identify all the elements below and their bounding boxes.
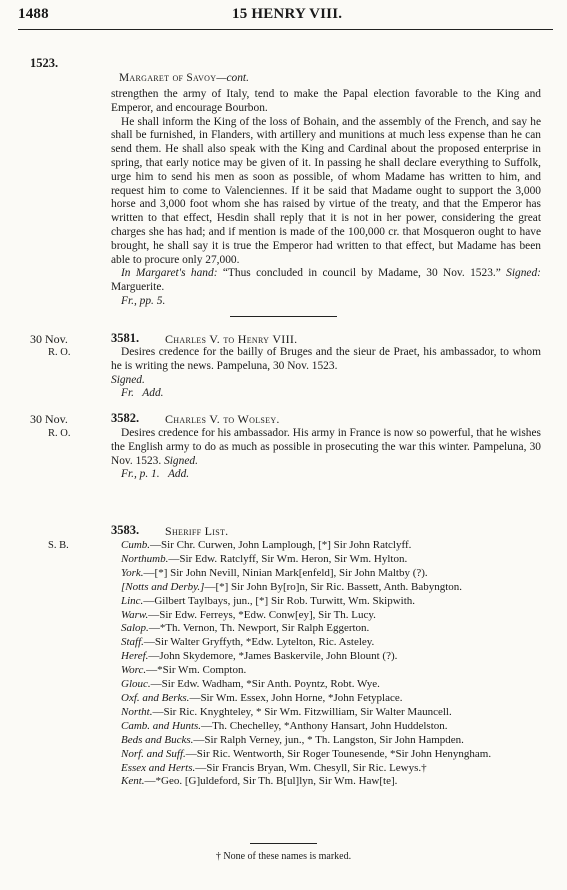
sheriff-names: —Th. Chechelley, *Anthony Hansart, John Huddelston. [201,719,448,732]
county-name: Norf. and Suff. [121,747,186,760]
entry-text: Desires credence for the bailly of Bruges and the sieur de Praet, his ambassador, to whom he is writing the news. Pampeluna, 30 Nov. 1523. [111,346,541,372]
sheriff-names: —John Skydemore, *James Baskervile, John Blount (?). [148,650,398,663]
signed-text: Marguerite. [111,281,165,294]
county-name: Beds and Bucks. [121,733,194,746]
sheriff-number: 3583. [111,523,140,537]
paragraph: He shall inform the King of the loss of Bohain, and the assembly of the French, and say he shall be furnished, in Flanders, with artillery and munitions at much less expense than he can send them. He shall also speak with the King and Cardinal about the proposed enterprise in spring, that early notice may be given of it. In passing he shall declare everything to Suffolk, urge him to send his men as soon as possible, of whom Madame has written to him, and request him to come to Valenciennes. If it be said that Madame ought to support the 3,000 horse and 3,000 foot whom she has raised by virtue of the treaty, and that the Emperor has written to that effect, Hesdin shall reply that it is not in her power, considering the great charges she has had; and if mention is made of the 100,000 cr. that Mosqueron ought to have brought, he shall say it is true the Emperor had written to that effect, but Madame has been able to procure only 27,000. [111,115,541,266]
sheriff-line [111,567,531,581]
sheriff-source: S. B. [48,540,69,551]
county-name: Northt. [121,705,153,718]
sheriff-list [111,539,531,789]
sheriff-names: —Sir Edw. Ratclyff, Sir Wm. Heron, Sir Wm. Hylton. [168,552,408,565]
county-name: Kent. [121,775,145,788]
sheriff-line [111,622,531,636]
entry-number: 3582. [111,411,140,425]
sheriff-names: —Sir Ric. Knyghteley, * Sir Wm. Fitzwilliam, Sir Walter Mauncell. [152,705,452,718]
footnote: † None of these names is marked. [215,851,352,862]
doc-note: Fr., pp. 5. [121,294,166,307]
sheriff-line [111,650,531,664]
sheriff-line [111,609,531,623]
county-name: Cumb. [121,539,151,551]
sheriff-line [111,720,531,734]
sheriff-names: —Sir Wm. Essex, John Horne, *John Fetyplace. [189,691,403,704]
year-margin: 1523. [30,56,59,70]
county-name: Oxf. and Berks. [121,691,190,704]
entry-text-with-signed: Desires credence for his ambassador. His army in France is now so powerful, that he wishes the English army to do as much as possible in prosecuting the war this winter. Pampeluna, 30 Nov. 1523. Signed. [111,427,541,467]
county-name: Essex and Herts. [121,761,196,774]
sheriff-names: —*Sir Wm. Compton. [146,664,247,677]
sheriff-names: —Sir Walter Gryffyth, *Edw. Lytelton, Ric. Asteley. [143,636,375,649]
sheriff-title: Sheriff List. [165,524,229,538]
sheriff-line [111,692,531,706]
county-name: Linc. [121,594,144,607]
sheriff-names: —Sir Ralph Verney, jun., * Th. Langston, Sir John Hampden. [193,733,464,746]
entry-title: Charles V. to Henry VIII. [165,332,298,346]
sheriff-line [111,762,531,776]
entry-body [111,427,541,482]
county-name: Staff. [121,636,144,649]
county-name: Northumb. [121,552,169,565]
county-name: York. [121,566,144,579]
continued-body [111,88,541,309]
section-divider [230,316,337,317]
county-name: Warw. [121,608,149,621]
paragraph: strengthen the army of Italy, tend to make the Papal election favorable to the King and Emperor, and encourage Bourbon. [111,88,541,114]
entry-source: R. O. [48,347,71,358]
sheriff-line [111,706,531,720]
sheriff-line [111,636,531,650]
county-name: Camb. and Hunts. [121,719,202,732]
sheriff-line [111,595,531,609]
entry-signed: Signed. [111,373,145,386]
entry-date: 30 Nov. [30,412,68,426]
sheriff-line [111,748,531,762]
hand-line [111,267,541,295]
sheriff-names: —Sir Francis Bryan, Wm. Chesyll, Sir Ric. Lewys.† [195,761,427,774]
signed-label: Signed: [506,267,541,280]
hand-label: In Margaret's hand: [121,267,218,280]
county-name: Glouc. [121,678,151,691]
entry-source: R. O. [48,428,71,439]
sheriff-names: —Sir Edw. Ferreys, *Edw. Conw[ey], Sir Th. Lucy. [148,608,376,621]
continued-heading-name: Margaret of Savoy [119,72,217,84]
sheriff-line [111,775,531,789]
continued-heading [119,72,249,84]
entry-title: Charles V. to Wolsey. [165,412,280,426]
entry-body [111,346,541,401]
sheriff-names: —*Th. Vernon, Th. Newport, Sir Ralph Eggerton. [148,622,370,635]
sheriff-names: —*Geo. [G]uldeford, Sir Th. B[ul]lyn, Sir Wm. Haw[te]. [144,775,398,788]
header-rule [18,29,553,30]
sheriff-names: —[*] Sir John By[ro]n, Sir Ric. Bassett, Anth. Babyngton. [204,580,463,593]
running-title: 15 HENRY VIII. [232,6,343,22]
sheriff-line [111,734,531,748]
sheriff-names: —Sir Ric. Wentworth, Sir Roger Tounesende, *Sir John Henyngham. [185,747,492,760]
footnote-rule [250,843,317,844]
sheriff-line [111,553,531,567]
continued-heading-suffix: —cont. [216,72,249,84]
sheriff-names: —Sir Edw. Wadham, *Sir Anth. Poyntz, Robt. Wye. [150,678,380,691]
entry-number: 3581. [111,331,140,345]
sheriff-line [111,664,531,678]
sheriff-line [111,581,531,595]
sheriff-line [111,678,531,692]
entry-date: 30 Nov. [30,332,68,346]
sheriff-line [111,539,531,553]
county-name: Heref. [121,650,149,663]
sheriff-names: —Gilbert Taylbays, jun., [*] Sir Rob. Turwitt, Wm. Skipwith. [143,594,416,607]
entry-note: Fr. Add. [121,387,164,400]
sheriff-names: —Sir Chr. Curwen, John Lamplough, [*] Sir John Ratclyff. [150,539,412,551]
entry-note: Fr., p. 1. Add. [121,468,190,481]
page-number: 1488 [18,6,49,22]
hand-text: “Thus concluded in council by Madame, 30 Nov. 1523.” [217,267,501,280]
sheriff-names: —[*] Sir John Nevill, Ninian Mark[enfeld], Sir John Maltby (?). [143,566,428,579]
county-name: [Notts and Derby.] [121,580,205,593]
county-name: Salop. [121,622,149,635]
county-name: Worc. [121,664,147,677]
